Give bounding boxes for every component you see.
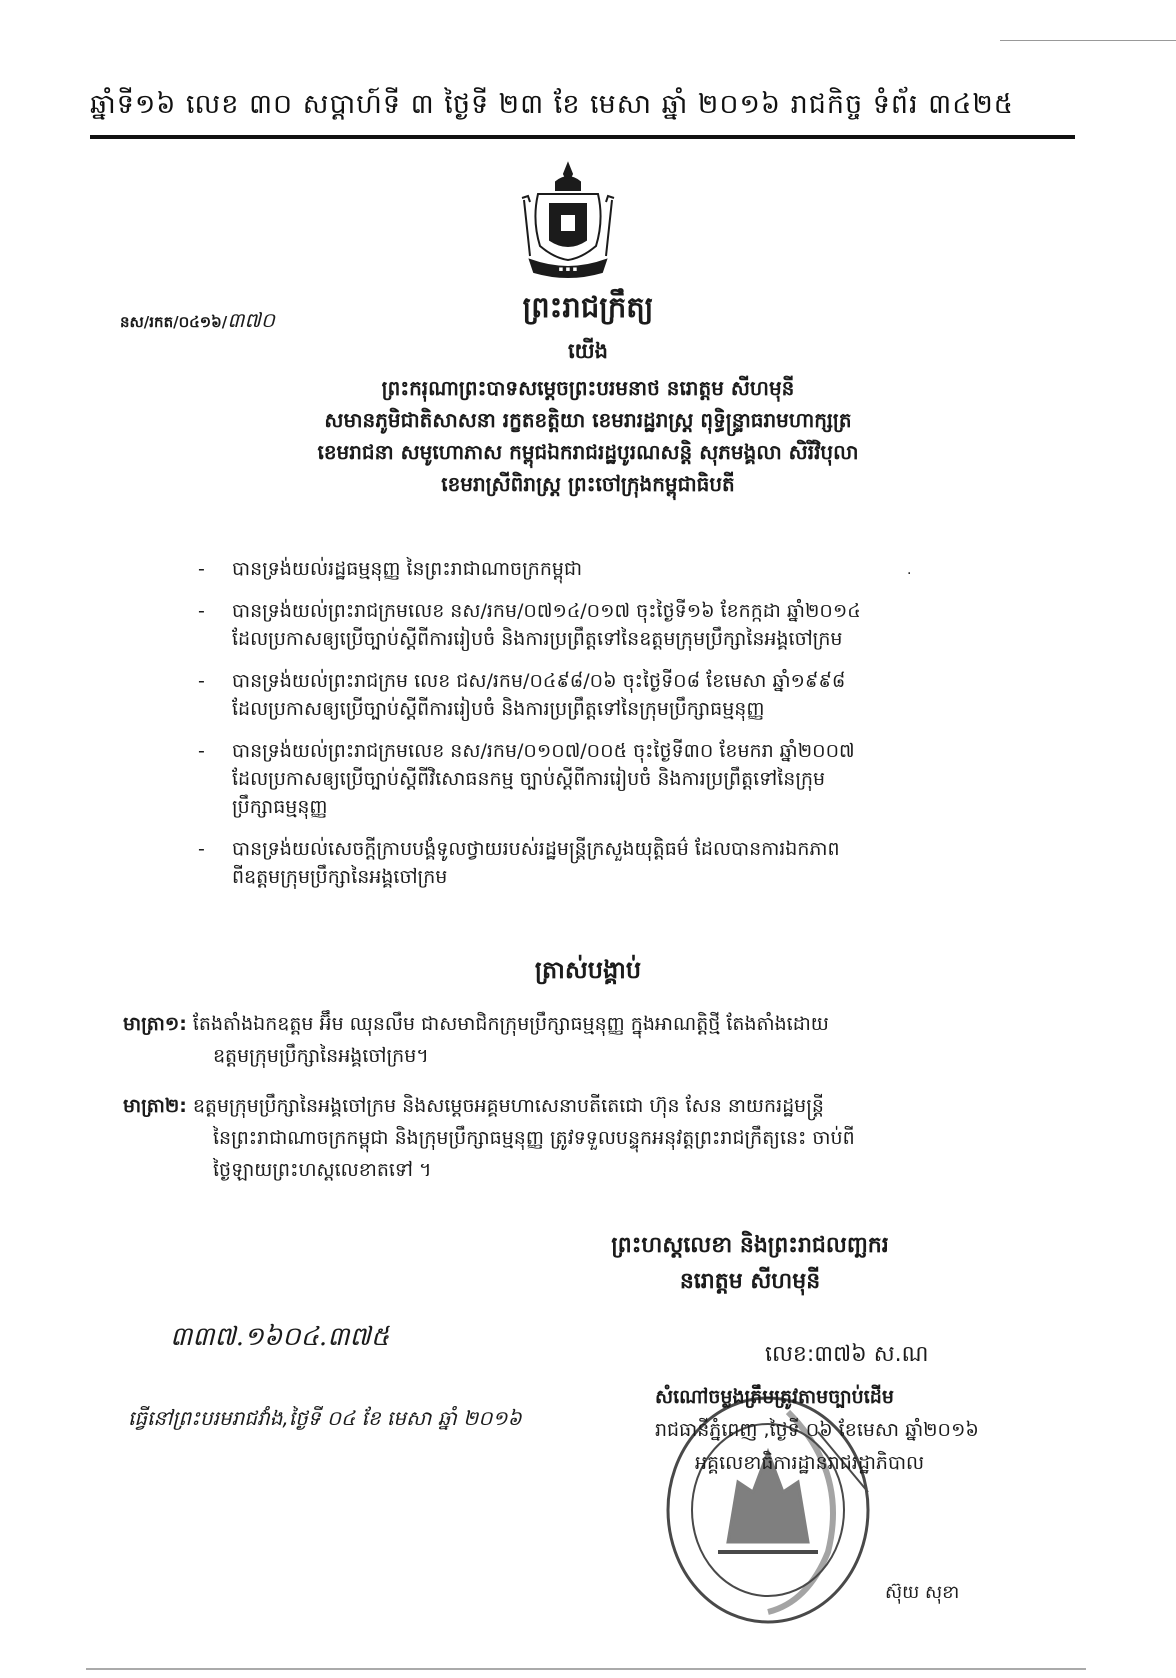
we-heading: យើង	[568, 339, 608, 363]
article-label: មាត្រា១:	[123, 1013, 187, 1035]
decree-heading: ត្រាស់បង្គាប់	[534, 956, 642, 984]
royal-title-line: ខេមរាជនា សមូហោភាស កម្ពុជឯករាជរដ្ឋបូរណសន្តិ សុភមង្គលា សិរីវិបុលា	[317, 440, 859, 464]
royal-titles	[0, 372, 1176, 500]
document-title: ព្រះរាជក្រឹត្យ	[522, 290, 654, 324]
reference-bullet: -	[198, 670, 205, 692]
reference-item	[198, 667, 1028, 723]
reference-bullet: -	[198, 838, 205, 860]
royal-coat-of-arms-icon	[516, 160, 620, 284]
reference-line: ដែលប្រកាសឲ្យប្រើច្បាប់ស្តីពីការរៀបចំ និងការប្រព្រឹត្តទៅនៃក្រុមប្រឹក្សាធម្មនុញ្ញ	[232, 698, 765, 720]
reference-bullet: -	[198, 740, 205, 762]
legal-references	[198, 555, 1028, 905]
reference-line: បានទ្រង់យល់ព្រះរាជក្រម លេខ ជស/រកម/០៤៩៨/០៦ ចុះថ្ងៃទី០៨ ខែមេសា ឆ្នាំ១៩៩៨	[232, 670, 846, 692]
svg-text:▪ ▪ ▪: ▪ ▪ ▪	[558, 265, 578, 273]
article-text: នៃព្រះរាជាណាចក្រកម្ពុជា និងក្រុមប្រឹក្សាធម្មនុញ្ញ ត្រូវទទួលបន្ទុកអនុវត្តព្រះរាជក្រឹត្យនេះ ចាប់ពី	[213, 1127, 855, 1149]
signature-caption: ព្រះហស្តលេខា និងព្រះរាជលញ្ឆករ	[611, 1233, 889, 1258]
article-1	[123, 1008, 1003, 1072]
article-text: ថ្ងៃឡាយព្រះហស្តលេខាតទៅ ។	[213, 1159, 432, 1181]
certifier-name: ស៊ុយ សុខា	[885, 1582, 960, 1603]
article-text: ឧត្តមក្រុមប្រឹក្សានៃអង្គចៅក្រម និងសម្តេចអគ្គមហាសេនាបតីតេជោ ហ៊ុន សែន នាយករដ្ឋមន្ត្រី	[192, 1095, 824, 1117]
reference-bullet: -	[198, 558, 205, 580]
gazette-header: ឆ្នាំទី១៦ លេខ ៣០ សប្តាហ៍ទី ៣ ថ្ងៃទី ២៣ ខែ មេសា ឆ្នាំ ២០១៦ រាជកិច្ច ទំព័រ ៣៤២៥	[90, 89, 1014, 120]
article-text: តែងតាំងឯកឧត្តម អ៊ឹម ឈុនលឹម ជាសមាជិកក្រុមប្រឹក្សាធម្មនុញ្ញ ក្នុងអាណត្តិថ្មី តែងតាំងដោយ	[192, 1013, 829, 1035]
reference-line: បានទ្រង់យល់សេចក្តីក្រាបបង្គំទូលថ្វាយរបស់រដ្ឋមន្ត្រីក្រសួងយុត្តិធម៌ ដែលបានការឯកភាព	[232, 838, 840, 860]
done-at-line: ធ្វើនៅព្រះបរមរាជវាំង,ថ្ងៃទី ០៤ ខែ មេសា ឆ្នាំ ២០១៦	[128, 1406, 522, 1430]
copy-certification-date: រាជធានីភ្នំពេញ ,ថ្ងៃទី ០៦ ខែមេសា ឆ្នាំ២០១៦	[655, 1419, 979, 1441]
copy-certification-office: អគ្គលេខាធិការដ្ឋានរាជរដ្ឋាភិបាល	[695, 1452, 925, 1474]
article-text: ឧត្តមក្រុមប្រឹក្សានៃអង្គចៅក្រម។	[213, 1045, 429, 1067]
reference-bullet: -	[198, 600, 205, 622]
reference-line: ដែលប្រកាសឲ្យប្រើច្បាប់ស្តីពីការរៀបចំ និងការប្រព្រឹត្តទៅនៃឧត្តមក្រុមប្រឹក្សានៃអង្គចៅក្រម	[232, 628, 843, 650]
reference-item	[198, 597, 1028, 653]
copy-certification-title: សំណៅចម្លងត្រឹមត្រូវតាមច្បាប់ដើម	[655, 1386, 894, 1408]
handwritten-registry-number: ៣៣៧.១៦០៤.៣៧៥	[170, 1322, 390, 1352]
reference-item	[198, 555, 1028, 583]
ref-printed: នស/រកត/០៤១៦/	[120, 313, 228, 331]
header-rule	[90, 135, 1075, 139]
reference-line: ដែលប្រកាសឲ្យប្រើច្បាប់ស្តីពីវិសោធនកម្ម ច្បាប់ស្តីពីការរៀបចំ និងការប្រព្រឹត្តទៅនៃក្រុម	[232, 768, 826, 790]
royal-title-line: ខេមរាស្រីពិរាស្ត្រ ព្រះចៅក្រុងកម្ពុជាធិបតី	[441, 472, 735, 496]
reference-line: បានទ្រង់យល់រដ្ឋធម្មនុញ្ញ នៃព្រះរាជាណាចក្រកម្ពុជា	[232, 558, 583, 580]
article-label: មាត្រា២:	[123, 1095, 187, 1117]
reference-line: បានទ្រង់យល់ព្រះរាជក្រមលេខ នស/រកម/០៧១៤/០១៧ ចុះថ្ងៃទី១៦ ខែកក្កដា ឆ្នាំ២០១៤	[232, 600, 861, 622]
royal-title-line: ព្រះករុណាព្រះបាទសម្តេចព្រះបរមនាថ នរោត្តម សីហមុនី	[381, 376, 795, 400]
article-2	[123, 1090, 1003, 1186]
bottom-scan-line	[86, 1668, 1086, 1670]
reference-item	[198, 737, 1028, 821]
royal-signature-block	[470, 1228, 1030, 1300]
royal-title-line: សមានភូមិជាតិសាសនា រក្ខតខត្តិយា ខេមរារដ្ឋរាស្ត្រ ពុទ្ធិន្ទ្រាធរាមហាក្សត្រ	[324, 408, 852, 432]
seal-number: លេខ:៣៧៦ ស.ណ	[765, 1342, 929, 1367]
reference-item	[198, 835, 1028, 891]
reference-line: ពីឧត្តមក្រុមប្រឹក្សានៃអង្គចៅក្រម	[232, 866, 448, 888]
scan-edge-line	[1000, 40, 1176, 41]
stray-dot: ·	[907, 566, 912, 582]
ref-handwritten: ៣៧០	[227, 308, 275, 332]
reference-line: ប្រឹក្សាធម្មនុញ្ញ	[232, 796, 328, 818]
reference-line: បានទ្រង់យល់ព្រះរាជក្រមលេខ នស/រកម/០១០៧/០០៥ ចុះថ្ងៃទី៣០ ខែមករា ឆ្នាំ២០០៧	[232, 740, 855, 762]
signatory-name: នរោត្តម សីហមុនី	[679, 1269, 821, 1294]
